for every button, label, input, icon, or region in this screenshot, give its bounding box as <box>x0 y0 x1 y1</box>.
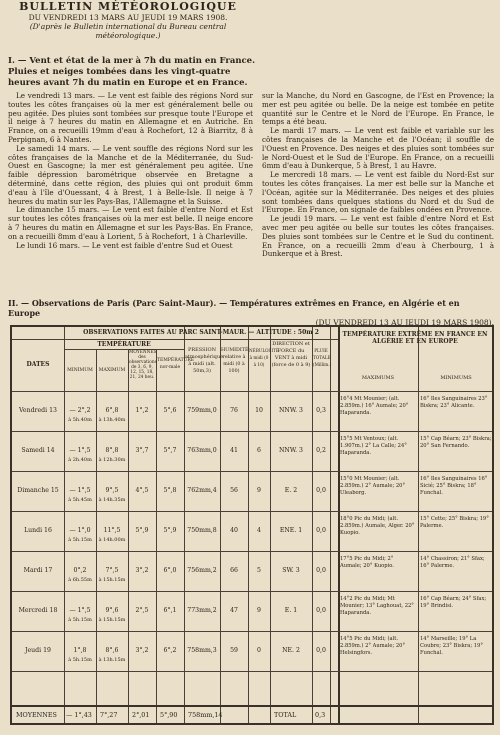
foot-norm: 5°,90 <box>160 711 178 719</box>
row-max: 9°,6 <box>105 607 119 614</box>
row-press: 759mm,0 <box>187 407 217 414</box>
row-min: — 1°,5 <box>69 447 91 454</box>
row-vent: ENE. 1 <box>279 527 303 534</box>
row-date: Jeudi 19 <box>25 647 51 654</box>
row-pluie: 0,3 <box>316 407 326 414</box>
row-pluie: 0,2 <box>316 447 326 454</box>
row-maximums: 17°5 Pic du Midi; 2° Aumale; 20° Kuopio. <box>340 556 394 569</box>
row-vent: NNW. 3 <box>279 407 303 414</box>
row-neb: 9 <box>257 607 261 614</box>
row-neb: 5 <box>257 567 261 574</box>
row-min: — 1°,0 <box>69 527 91 534</box>
row-min-time: à 6h.55m <box>68 577 92 583</box>
observations-table <box>10 325 494 725</box>
foot-moy: 2°,01 <box>132 711 150 719</box>
col-maximum: MAXIMUM <box>98 368 126 373</box>
row-maximums: 16°4 Mt Mounier; (alt. 2.859m.) 16° Aumale; 20° Haparanda. <box>340 396 409 416</box>
foot-label: MOYENNES <box>16 711 57 719</box>
section-2-dates: (DU VENDREDI 13 AU JEUDI 19 MARS 1908). <box>315 318 494 327</box>
row-press: 773mm,2 <box>187 607 217 614</box>
row-max-time: à 15h.15m <box>98 577 126 583</box>
bulletin-header <box>8 0 248 40</box>
paragraph-16: Le lundi 16 mars. — Le vent est faible d'entre Sud et Ouest <box>16 240 233 250</box>
row-neb: 6 <box>257 447 261 454</box>
col-dates: DATES <box>26 361 50 368</box>
row-vent: E. 1 <box>284 607 298 614</box>
row-min-time: à 5h.15m <box>68 537 92 543</box>
row-max-time: à 14h.35m <box>98 497 126 503</box>
table-row <box>12 633 492 673</box>
row-max: 8°,8 <box>105 447 119 454</box>
row-minimums: 15° Cap Béarn; 23° Biskra; 20° San Fernando. <box>420 436 492 449</box>
row-min: 0°,2 <box>73 567 87 574</box>
row-vent: SW. 3 <box>282 567 300 574</box>
row-pluie: 0,0 <box>316 487 326 494</box>
row-norm: 5°,6 <box>163 407 177 414</box>
row-minimums: 16° Iles Sanguinaires 16° Sicié; 25° Biskra; 18° Funchal. <box>420 476 488 496</box>
row-date: Samedi 14 <box>21 447 55 454</box>
row-hum: 41 <box>230 447 238 454</box>
row-pluie: 0,0 <box>316 607 326 614</box>
row-moy: 4°,5 <box>135 487 149 494</box>
row-maximums: 18°0 Pic du Midi; (alt. 2.859m.) Aumale, Alger. 20° Kuopio. <box>340 516 415 536</box>
right-text-column <box>262 92 494 259</box>
row-press: 762mm,4 <box>187 487 217 494</box>
row-date: Mardi 17 <box>23 567 53 574</box>
paragraph-15: Le dimanche 15 mars. — Le vent est faible d'entre Nord et Est sur toutes les côtes françaises où la mer est belle. Il neige encore à 7 heures du matin en Allemagne et sur les Pays-Bas. En France, on a recueilli 8mm d'eau à Lorient, 5 à Rochefort, 1 à Charleville. <box>8 205 253 241</box>
row-vent: NE. 2 <box>282 647 300 654</box>
row-neb: 0 <box>257 647 261 654</box>
row-press: 763mm,0 <box>187 447 217 454</box>
row-hum: 47 <box>230 607 238 614</box>
row-vent: NNW. 3 <box>279 447 303 454</box>
col-pluie: PLUIE TOTALE (Millim.) <box>313 348 332 367</box>
bulletin-dates: DU VENDREDI 13 MARS AU JEUDI 19 MARS 1908. <box>28 13 228 22</box>
row-minimums: 14° Marseille; 19° La Coubre; 23° Biskra; 19° Funchal. <box>420 636 483 656</box>
section-2-title: II. — Observations de Paris (Parc Saint-Maur). — Températures extrêmes en France, en Algérie et en Europe <box>8 298 460 318</box>
section-1-title: I. — Vent et état de la mer à 7h du matin en France. Pluies et neiges tombées dans les vingt-quatre heures avant 7h du matin en Europe et en France. <box>8 56 256 88</box>
left-text-column <box>8 92 253 250</box>
row-min: — 2°,2 <box>69 407 91 414</box>
paragraph-16-cont: sur la Manche, du Nord en Gascogne, de l'Est en Provence; la mer est peu agitée ou belle. De la neige est tombée en petite quantité sur le Centre et le Nord de l'Europe. En France, le temps a été beau. <box>262 91 494 127</box>
bulletin-source-1: (D'après le Bulletin international du Bureau central <box>29 22 227 31</box>
row-vent: E. 2 <box>284 487 298 494</box>
row-hum: 66 <box>230 567 238 574</box>
row-date: Lundi 16 <box>24 527 52 534</box>
row-pluie: 0,0 <box>316 567 326 574</box>
head-extremes: TEMPÉRATURE EXTRÊME EN FRANCE EN ALGÉRIE ET EN EUROPE <box>342 331 488 345</box>
head-temperature: TEMPÉRATURE <box>97 341 151 348</box>
row-moy: 5°,9 <box>135 527 149 534</box>
row-minimums: 16° Iles Sanguinaires 23° Biskra; 23° Alicante. <box>420 396 488 409</box>
row-press: 750mm,8 <box>187 527 217 534</box>
row-max-time: à 13h.40m <box>98 417 126 423</box>
table-row <box>12 393 492 433</box>
row-norm: 5°,9 <box>163 527 177 534</box>
row-hum: 59 <box>230 647 238 654</box>
row-hum: 56 <box>230 487 238 494</box>
row-neb: 4 <box>257 527 261 534</box>
col-pression: PRESSION atmosphérique à midi (alt. 50m,3) <box>185 347 224 374</box>
row-max: 7°,5 <box>105 567 119 574</box>
foot-total: 0,3 <box>315 711 326 719</box>
row-maximums: 15°5 Mt Ventoux; (alt. 1.907m.) 2° La Calle; 24° Haparanda. <box>340 436 407 456</box>
row-max: 6°,8 <box>105 407 119 414</box>
col-nebulosite: NÉBULOSITÉ à midi (0 à 10) <box>249 348 279 367</box>
row-max: 8°,6 <box>105 647 119 654</box>
row-max: 9°,5 <box>105 487 119 494</box>
row-norm: 5°,7 <box>163 447 177 454</box>
row-minimums: 16° Cap Béarn; 24° Sfax; 19° Brindisi. <box>420 596 487 609</box>
row-max-time: à 13h.15m <box>98 657 126 663</box>
foot-press: 758mm,14 <box>188 711 223 719</box>
row-max: 11°,5 <box>103 527 121 534</box>
row-minimums: 14° Chassiron; 21° Sfax; 16° Palerme. <box>420 556 485 569</box>
col-minimum: MINIMUM <box>67 368 93 373</box>
paragraph-13: Le vendredi 13 mars. — Le vent est faible des régions Nord sur toutes les côtes françaises où la mer est généralement belle ou peu agitée. Des pluies sont tombées sur presque toute l'Europe et il neige à 7 heures du matin en Allemagne et en Autriche. En France, on a recueilli 19mm d'eau à Rochefort, 12 à Biarritz, 8 à Perpignan, 6 à Nantes. <box>8 91 253 144</box>
row-norm: 5°,8 <box>163 487 177 494</box>
row-moy: 1°,2 <box>135 407 149 414</box>
row-moy: 3°,7 <box>135 447 149 454</box>
paragraph-17: Le mardi 17 mars. — Le vent est faible et variable sur les côtes françaises de la Manche et de l'Océan; il souffle de l'Ouest en Provence. Des neiges et des pluies sont tombées sur le Nord-Ouest et le Sud de l'Europe. En France, on a recueilli 6mm d'eau à Dunkerque, 5 à Brest, 1 au Havre. <box>262 126 494 171</box>
row-min: 1°,8 <box>73 647 87 654</box>
row-pluie: 0,0 <box>316 647 326 654</box>
table-row <box>12 593 492 633</box>
row-max-time: à 14h.00m <box>98 537 126 543</box>
row-date: Dimanche 15 <box>17 487 59 494</box>
row-hum: 76 <box>230 407 238 414</box>
row-neb: 9 <box>257 487 261 494</box>
col-vent: DIRECTION et FORCE du VENT à midi (force de 0 à 9) <box>271 341 311 368</box>
section-2-header <box>8 298 494 328</box>
table-row <box>12 473 492 513</box>
row-maximums: 14°2 Pic du Midi; Mt Mounier; 13° Laghouat, 22° Haparanda. <box>340 596 414 616</box>
row-press: 756mm,2 <box>187 567 217 574</box>
col-moyennes: MOYENNES des observations de 3, 6, 9, 12, 15, 18, 21, 24 heu. <box>129 350 157 380</box>
paragraph-19: Le jeudi 19 mars. — Le vent est faible d'entre Nord et Est avec mer peu agitée ou belle sur toutes les côtes françaises. Des pluies sont tombées sur le Centre et le Sud du continent. En France, on a recueilli 2mm d'eau à Cherbourg, 1 à Dunkerque et à Brest. <box>262 214 494 259</box>
table-row <box>12 513 492 553</box>
col-humidite: HUMIDITÉ relative à midi (0 à 100) <box>221 348 249 374</box>
row-date: Vendredi 13 <box>19 407 57 414</box>
row-pluie: 0,0 <box>316 527 326 534</box>
foot-total-label: TOTAL <box>274 711 297 719</box>
row-maximums: 15°0 Mt Mounier; (alt. 2.859m.) 2° Aumale; 20° Uleaborg. <box>340 476 406 496</box>
bulletin-title: BULLETIN MÉTÉOROLOGIQUE <box>19 0 237 13</box>
row-press: 758mm,3 <box>187 647 217 654</box>
row-minimums: 15° Cette; 25° Biskra; 19° Palerme. <box>420 516 489 529</box>
foot-min: — 1°,43 <box>66 711 92 719</box>
row-max-time: à 15h.15m <box>98 617 126 623</box>
row-min-time: à 5h.45m <box>68 497 92 503</box>
row-min-time: à 2h.40m <box>68 457 92 463</box>
row-moy: 3°,2 <box>135 647 149 654</box>
row-moy: 3°,2 <box>135 567 149 574</box>
col-temp-normale: TEMPÉRATURE nor-male <box>157 358 195 370</box>
row-hum: 40 <box>230 527 238 534</box>
row-min-time: à 5h.15m <box>68 617 92 623</box>
row-norm: 6°,1 <box>163 607 177 614</box>
row-moy: 2°,5 <box>135 607 149 614</box>
row-date: Mercredi 18 <box>18 607 58 614</box>
row-min-time: à 5h.40m <box>68 417 92 423</box>
row-min-time: à 5h.15m <box>68 657 92 663</box>
col-minimums: MINIMUMS <box>440 375 472 381</box>
row-maximums: 14°5 Pic du Midi; (alt. 2.859m.) 2° Aumale; 20° Helsingfors. <box>340 636 406 656</box>
table-row <box>12 433 492 473</box>
table-row <box>12 553 492 593</box>
row-neb: 10 <box>255 407 263 414</box>
col-maximums: MAXIMUMS <box>361 375 395 381</box>
row-norm: 6°,0 <box>163 567 177 574</box>
row-max-time: à 12h.30m <box>98 457 126 463</box>
foot-max: 7°,27 <box>100 711 118 719</box>
row-norm: 6°,2 <box>163 647 177 654</box>
paragraph-18: Le mercredi 18 mars. — Le vent est faible du Nord-Est sur toutes les côtes françaises. La mer est belle sur la Manche et l'Océan, agitée sur la Méditerranée. Des neiges et des pluies sont tombées dans quelques stations du Nord et du Sud de l'Europe. En France, on signale de faibles ondées en Provence. <box>262 170 494 215</box>
row-min: — 1°,5 <box>69 487 91 494</box>
head-observations: OBSERVATIONS FAITES AU PARC SAINT-MAUR. — ALTITUDE : 50m 2 <box>83 329 319 336</box>
bulletin-source-2: météorologique.) <box>95 31 161 40</box>
paragraph-14: Le samedi 14 mars. — Le vent souffle des régions Nord sur les côtes françaises de la Manche et de la Méditerranée, du Sud-Ouest en Gascogne; la mer est généralement peu agitée. Une faible dépression barométrique observée en Bretagne a déterminé, dans cette région, des pluies qui ont produit 6mm d'eau à l'île d'Ouessant, 4 à Brest, 1 à Belle-Isle. Il neige à 7 heures du matin sur les Pays-Bas, l'Allemagne et la Suisse. <box>8 143 253 206</box>
row-min: — 1°,5 <box>69 607 91 614</box>
